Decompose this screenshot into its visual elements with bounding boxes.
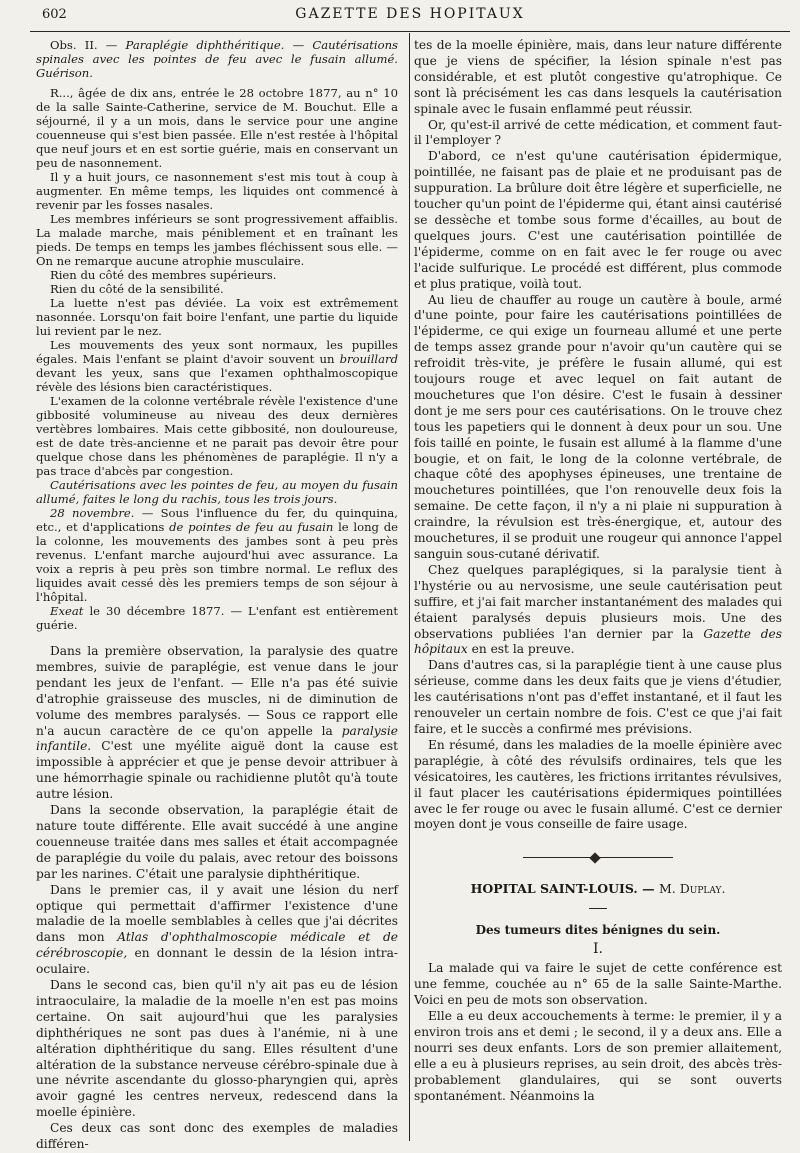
eyes-italic: brouillard	[339, 352, 399, 366]
continuation-block	[414, 38, 782, 833]
eyes-paragraph	[36, 338, 398, 394]
chez-text-end: en est la preuve.	[471, 642, 575, 657]
paraplegic-paragraph	[414, 563, 782, 658]
header-rule	[30, 31, 790, 32]
malade-paragraph: La malade qui va faire le sujet de cette conférence est une femme, couchée au n° 65 de la salle Sainte-Marthe. Voici en peu de mots son observation.	[414, 961, 782, 1008]
premier-text-end: en donnant le dessin de la lésion intra-oculaire.	[36, 946, 398, 977]
case-paragraph: Les membres inférieurs se sont progressivement affaiblis. La malade marche, mais péniblement et en traînant les pieds. De temps en temps les jambes fléchissent sous elle. — On ne remarque aucune atrophie musculaire.	[36, 212, 398, 268]
lecture-subtitle: Des tumeurs dites bénignes du sein.	[475, 923, 721, 938]
exeat-text: le 30 décembre 1877. — L'enfant est entièrement guérie.	[36, 604, 399, 632]
case-paragraph: R..., âgée de dix ans, entrée le 28 octobre 1877, au n° 10 de la salle Sainte-Catherine, service de M. Bouchut. Elle a séjourné, il y a un mois, dans le service pour une angine couenneuse qui s'est bien passée. Elle n'est restée à l'hôpital que neuf jours et en est sortie guérie, mais en conservant un peu de nasonnement.	[36, 86, 398, 170]
eyes-text: Les mouvements des yeux sont normaux, les pupilles égales. Mais l'enfant se plaint d'avoir souvent un	[36, 338, 398, 366]
case-paragraph: Il y a huit jours, ce nasonnement s'est mis tout à coup à augmenter. En même temps, les liquides ont commencé à revenir par les fosses nasales.	[36, 170, 398, 212]
chauffer-paragraph: Au lieu de chauffer au rouge un cautère à boule, armé d'une pointe, pour faire les cautérisations pointillées de l'épiderme, ce qui exige un fourneau allumé et une perte de temps assez grande pour n'avoir qu'un cautère qui se refroidit très-vite, je préfère le fusain allumé, qui est toujours rouge et avec lequel on fait autant de mouchetures que l'on désire. C'est le fusain à dessiner dont je me sers pour ces cautérisations. On le trouve chez tous les papetiers qui le donnent à deux pour un sou. Une fois taillé en pointe, le fusain est allumé à la flamme d'une bougie, et on fait, le long de la colonne vertébrale, de chaque côté des apophyses épineuses, une trentaine de mouchetures pointillées, que l'on renouvelle deux fois la semaine. De cette façon, il n'y a ni plaie ni suppuration à craindre, la révulsion est très-énergique, et, autour des mouchetures, il se produit une rougeur qui annonce l'appel sanguin sous-cutané dérivatif.	[414, 292, 782, 561]
observation-block	[36, 38, 398, 632]
first-observation-paragraph	[36, 644, 398, 803]
observation-label: Obs. II. —	[50, 38, 118, 52]
first-italic: paralysie infantile.	[36, 723, 398, 754]
november-text-end: le long de la colonne, les mouvements des jambes sont à peu près revenus. L'enfant marche aujourd'hui avec assurance. La voix a repris à peu près son timbre normal. Le reflux des liquides avait cessé dès les premiers temps de son séjour à l'hôpital.	[36, 520, 398, 604]
hospital-heading	[414, 881, 782, 896]
first-text: Dans la première observation, la paralysie des quatre membres, suivie de paraplégie, est venue dans le jour pendant les jeux de l'enfant. — Elle n'a pas été suivie d'atrophie graisseuse des muscles, ni de diminution de volume des membres paralysés. — Sous ce rapport elle n'a aucun caractère de ce qu'on appelle la	[36, 644, 398, 738]
first-text-end: C'est une myélite aiguë dont la cause est impossible à apprécier et que je pense devoir attribuer à une hémorrhagie spinale ou rachidienne plutôt qu'à toute autre lésion.	[36, 739, 398, 802]
hospital-name: HOPITAL SAINT-LOUIS. —	[470, 881, 655, 897]
resume-paragraph: En résumé, dans les maladies de la moelle épinière avec paraplégie, à côté des révulsifs ordinaires, tels que les vésicatoires, les cautères, les frictions irritantes révulsives, il faut placer les cautérisations épidermiques pointillées avec le fer rouge ou avec le fusain allumé. C'est ce dernier moyen dont je vous conseille de faire usage.	[414, 737, 783, 832]
second-observation-paragraph: Dans la seconde observation, la paraplégie était de nature toute différente. Elle avait succédé à une angine couenneuse traitée dans mes salles et était accompagnée de paraplégie du voile du palais, avec retour des boissons par les narines. C'était une paralysie diphthéritique.	[36, 803, 398, 881]
november-text: — Sous l'influence du fer, du quinquina, etc., et d'applications	[36, 506, 398, 534]
masthead-title: GAZETTE DES HOPITAUX	[295, 6, 525, 22]
premier-cas-paragraph	[36, 883, 398, 978]
abord-paragraph: D'abord, ce n'est qu'une cautérisation épidermique, pointillée, ne faisant pas de plaie et ne produisant pas de suppuration. La brûlure doit être légère et superficielle, ne toucher qu'un point de l'épiderme qui, étant ainsi cautérisé se dessèche et tombe sous forme d'écailles, au bout de quelques jours. C'est une cautérisation pointillée de l'épiderme, comme on en fait avec le fer rouge ou avec l'acide sulfurique. Le procédé est différent, plus commode et plus pratique, voilà tout.	[414, 149, 783, 291]
eyes-text-end: devant les yeux, sans que l'examen ophthalmoscopique révèle des lésions bien caractéristiques.	[36, 366, 398, 394]
case-paragraph: La luette n'est pas déviée. La voix est extrêmement nasonnée. Lorsqu'on fait boire l'enfant, une partie du liquide lui revient par le nez.	[36, 296, 398, 338]
november-date: 28 novembre.	[50, 506, 135, 520]
observation-heading: Paraplégie diphthéritique. — Cautérisations spinales avec les pointes de feu avec le fusain allumé. Guérison.	[36, 38, 399, 80]
second-cas-paragraph: Dans le second cas, bien qu'il n'y ait pas eu de lésion intraoculaire, la maladie de la moelle n'en est pas moins certaine. On sait aujourd'hui que les paralysies diphthériques ne sont pas dues à l'anémie, ni à une altération diphthéritique du sang. Elles résultent d'une altération de la substance nerveuse cérébro-spinale due à une névrite ascendante du glosso-pharyngien qui, après avoir gagné les centres nerveux, redescend dans la moelle épinière.	[36, 978, 398, 1120]
case-paragraph: Rien du côté des membres supérieurs.	[50, 268, 277, 282]
november-paragraph	[36, 506, 398, 604]
exeat-italic: Exeat	[50, 604, 84, 618]
enfants-paragraph: Elle a eu deux accouchements à terme: le premier, il y a environ trois ans et demi ; le second, il y a deux ans. Elle a nourri ses deux enfants. Lors de son premier allaitement, elle a eu à plusieurs reprises, au sein droit, des abcès très-probablement glandulaires, qui se sont ouverts spontanément. Néanmoins la	[414, 1009, 782, 1103]
section-number: I.	[593, 941, 603, 958]
atlas-title: Atlas d'ophthalmoscopie médicale et de cérébroscopie,	[36, 930, 398, 961]
november-italic: de pointes de feu au fusain	[169, 520, 334, 534]
exeat-paragraph	[36, 604, 398, 632]
premier-text: Dans le premier cas, il y avait une lésion du nerf optique qui permettait d'affirmer l'existence d'une maladie de la moelle semblables à celles que j'ai décrites dans mon	[36, 882, 398, 945]
chez-text: Chez quelques paraplégiques, si la paralysie tient à l'hystérie ou au nervosisme, une seule cautérisation peut suffire, et j'ai fait marcher instantanément des malades qui étaient paralysés depuis plusieurs mois. Une des observations publiées l'an dernier par la	[414, 562, 782, 641]
right-column	[414, 38, 782, 1141]
page-header	[30, 0, 790, 32]
section-separator	[523, 855, 673, 861]
deux-cas-paragraph: Ces deux cas sont donc des exemples de maladies différen-	[36, 1121, 398, 1152]
short-rule	[589, 908, 607, 909]
continuation-paragraph: tes de la moelle épinière, mais, dans leur nature différente que je viens de spécifier, la lésion spinale n'est pas considérable, et est plutôt congestive qu'atrophique. Ce sont là précisément les cas dans lesquels la cautérisation spinale avec le fusain enflammé peut réussir.	[414, 38, 782, 116]
spine-paragraph: L'examen de la colonne vertébrale révèle l'existence d'une gibbosité volumineuse au niveau des deux dernières vertèbres lombaires. Mais cette gibbosité, non douloureuse, est de date très-ancienne et ne parait pas devoir être pour quelque chose dans les phénomènes de paraplégie. Il n'y a pas trace d'abcès par congestion.	[36, 394, 398, 478]
left-column	[36, 38, 399, 1152]
column-divider	[409, 33, 410, 1141]
treatment-paragraph: Cautérisations avec les pointes de feu, au moyen du fusain allumé, faites le long du rachis, tous les trois jours.	[36, 478, 398, 506]
discussion-block	[36, 644, 398, 1153]
lecture-block	[414, 961, 782, 1104]
case-paragraph: Rien du côté de la sensibilité.	[50, 282, 224, 296]
question-paragraph: Or, qu'est-il arrivé de cette médication, et comment faut-il l'employer ?	[414, 117, 782, 148]
autres-cas-paragraph: Dans d'autres cas, si la paraplégie tient à une cause plus sérieuse, comme dans les deux faits que je viens d'étudier, les cautérisations n'ont pas d'effet instantané, et il faut les renouveler un certain nombre de fois. C'est ce que j'ai fait faire, et le succès a confirmé mes prévisions.	[414, 658, 782, 736]
doctor-name: M. Duplay.	[658, 881, 726, 897]
gazette-title: Gazette des hôpitaux	[414, 626, 782, 657]
observation-title	[36, 38, 398, 80]
page-number: 602	[42, 7, 67, 22]
